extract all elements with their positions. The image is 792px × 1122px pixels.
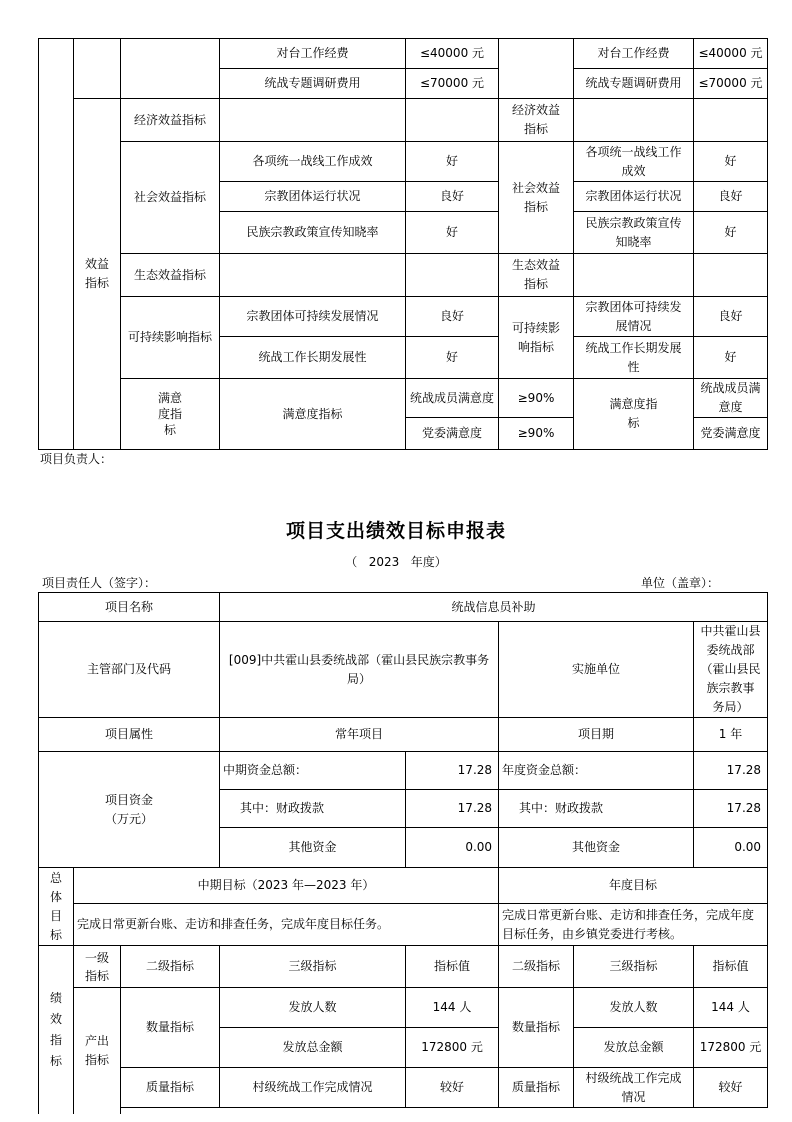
indicator-cell: 宗教团体运行状况 <box>220 182 406 212</box>
dept-value: [009]中共霍山县委统战部（霍山县民族宗教事务 局） <box>220 622 499 718</box>
level2-label: 满意度指标 <box>220 379 406 450</box>
blank-cell <box>406 99 499 142</box>
output-indicator-label: 产出 指标 <box>74 988 121 1114</box>
value-cell: 172800 元 <box>406 1028 499 1068</box>
indicator-cell: 统战专题调研费用 <box>220 69 406 99</box>
indicator-cell: 对台工作经费 <box>220 39 406 69</box>
benefit-indicator-label: 效益 指标 <box>74 99 121 450</box>
value-header: 指标值 <box>406 946 499 988</box>
signer-label: 项目责任人（签字）： <box>42 576 157 590</box>
performance-indicator-label: 绩 效 指 标 <box>39 946 74 1114</box>
fiscal-mid-value: 17.28 <box>406 790 499 828</box>
blank-cell <box>694 254 768 297</box>
indicator-cell: 发放总金额 <box>574 1028 694 1068</box>
mid-total-value: 17.28 <box>406 752 499 790</box>
satisfaction-label: 满意 度指 标 <box>121 379 220 450</box>
value-header: 指标值 <box>694 946 768 988</box>
value-cell: 144 人 <box>406 988 499 1028</box>
level3-header: 三级指标 <box>220 946 406 988</box>
value-cell: ≥90% <box>499 418 574 450</box>
year-total-value: 17.28 <box>694 752 768 790</box>
blank-cell <box>39 99 74 450</box>
blank-cell <box>499 39 574 99</box>
value-cell: 较好 <box>406 1068 499 1108</box>
indicator-cell: 统战工作长期发展 性 <box>574 337 694 379</box>
value-cell: 好 <box>694 212 768 254</box>
indicator-cell: 各项统一战线工作 成效 <box>574 142 694 182</box>
value-cell: 良好 <box>694 182 768 212</box>
quantity-indicator-label: 数量指标 <box>121 988 220 1068</box>
fund-label: 项目资金 （万元） <box>39 752 220 868</box>
level1-header: 一级 指标 <box>74 946 121 988</box>
impl-label: 实施单位 <box>499 622 694 718</box>
other-mid-value: 0.00 <box>406 828 499 868</box>
indicator-cell: 统战专题调研费用 <box>574 69 694 99</box>
impl-value: 中共霍山县委统战部 （霍山县民族宗教事 务局） <box>694 622 768 718</box>
blank-cell <box>39 39 74 99</box>
attr-label: 项目属性 <box>39 718 220 752</box>
level2-header: 二级指标 <box>499 946 574 988</box>
year-goal-text: 完成日常更新台账、走访和排查任务，完成年度目标任务，由乡镇党委进行考核。 <box>499 904 768 946</box>
value-cell: 良好 <box>406 297 499 337</box>
other-fund-label: 其他资金 <box>220 828 406 868</box>
unit-label: 单位（盖章）： <box>641 576 720 590</box>
fiscal-year-value: 17.28 <box>694 790 768 828</box>
year-total-label: 年度资金总额： <box>499 752 694 790</box>
level2-label: 可持续影响指标 <box>121 297 220 379</box>
value-cell: ≤70000 元 <box>694 69 768 99</box>
indicator-cell: 宗教团体可持续发 展情况 <box>574 297 694 337</box>
level2-label: 生态效益 指标 <box>499 254 574 297</box>
project-name: 统战信息员补助 <box>220 593 768 622</box>
project-owner-line: 项目负责人： <box>40 452 113 466</box>
quality-indicator-label: 质量指标 <box>121 1068 220 1108</box>
level2-label: 满意度指 标 <box>574 379 694 450</box>
indicator-cell: 宗教团体运行状况 <box>574 182 694 212</box>
value-cell: 好 <box>406 212 499 254</box>
level2-label: 社会效益 指标 <box>499 142 574 254</box>
overall-goal-label: 总 体 目 标 <box>39 868 74 946</box>
fiscal-label: 其中：财政拨款 <box>220 790 406 828</box>
mid-goal-header: 中期目标（2023 年—2023 年） <box>74 868 499 904</box>
project-name-label: 项目名称 <box>39 593 220 622</box>
value-cell: 好 <box>406 337 499 379</box>
blank-cell <box>121 1108 768 1114</box>
value-cell: 好 <box>406 142 499 182</box>
value-cell: 144 人 <box>694 988 768 1028</box>
year-line: （ 2023 年度） <box>345 555 447 569</box>
page-title: 项目支出绩效目标申报表 <box>285 520 506 542</box>
value-cell: 良好 <box>406 182 499 212</box>
indicator-cell: 统战工作长期发展性 <box>220 337 406 379</box>
level2-header: 二级指标 <box>121 946 220 988</box>
blank-cell <box>121 39 220 99</box>
value-cell: ≤70000 元 <box>406 69 499 99</box>
quantity-indicator-label: 数量指标 <box>499 988 574 1068</box>
blank-cell <box>220 254 406 297</box>
value-cell: 较好 <box>694 1068 768 1108</box>
value-cell: 好 <box>694 142 768 182</box>
value-cell: ≤40000 元 <box>406 39 499 69</box>
blank-cell <box>574 254 694 297</box>
indicator-cell: 发放人数 <box>574 988 694 1028</box>
blank-cell <box>694 99 768 142</box>
indicator-cell: 村级统战工作完成情况 <box>220 1068 406 1108</box>
period-value: 1 年 <box>694 718 768 752</box>
indicator-cell: 民族宗教政策宣传 知晓率 <box>574 212 694 254</box>
blank-cell <box>220 99 406 142</box>
value-cell: 172800 元 <box>694 1028 768 1068</box>
year-goal-header: 年度目标 <box>499 868 768 904</box>
indicator-cell: 发放人数 <box>220 988 406 1028</box>
blank-cell <box>574 99 694 142</box>
blank-cell <box>406 254 499 297</box>
indicator-cell: 对台工作经费 <box>574 39 694 69</box>
value-cell: 好 <box>694 337 768 379</box>
level2-label: 可持续影 响指标 <box>499 297 574 379</box>
indicator-cell: 民族宗教政策宣传知晓率 <box>220 212 406 254</box>
level2-label: 社会效益指标 <box>121 142 220 254</box>
mid-total-label: 中期资金总额： <box>220 752 406 790</box>
indicator-cell: 村级统战工作完成 情况 <box>574 1068 694 1108</box>
top-indicator-table <box>38 38 768 450</box>
period-label: 项目期 <box>499 718 694 752</box>
level3-header: 三级指标 <box>574 946 694 988</box>
level2-label: 经济效益 指标 <box>499 99 574 142</box>
level2-label: 经济效益指标 <box>121 99 220 142</box>
dept-label: 主管部门及代码 <box>39 622 220 718</box>
indicator-cell: 党委满意度 <box>406 418 499 450</box>
mid-goal-text: 完成日常更新台账、走访和排查任务，完成年度目标任务。 <box>74 904 499 946</box>
indicator-cell: 党委满意度 <box>694 418 768 450</box>
indicator-cell: 各项统一战线工作成效 <box>220 142 406 182</box>
blank-cell <box>74 39 121 99</box>
value-cell: 良好 <box>694 297 768 337</box>
other-year-value: 0.00 <box>694 828 768 868</box>
other-fund-label-b: 其他资金 <box>499 828 694 868</box>
value-cell: ≤40000 元 <box>694 39 768 69</box>
indicator-cell: 发放总金额 <box>220 1028 406 1068</box>
performance-form-table <box>38 592 768 1114</box>
value-cell: ≥90% <box>499 379 574 418</box>
level2-label: 生态效益指标 <box>121 254 220 297</box>
attr-value: 常年项目 <box>220 718 499 752</box>
indicator-cell: 统战成员满意度 <box>694 379 768 418</box>
indicator-cell: 统战成员满意度 <box>406 379 499 418</box>
quality-indicator-label: 质量指标 <box>499 1068 574 1108</box>
indicator-cell: 宗教团体可持续发展情况 <box>220 297 406 337</box>
fiscal-label-b: 其中：财政拨款 <box>499 790 694 828</box>
